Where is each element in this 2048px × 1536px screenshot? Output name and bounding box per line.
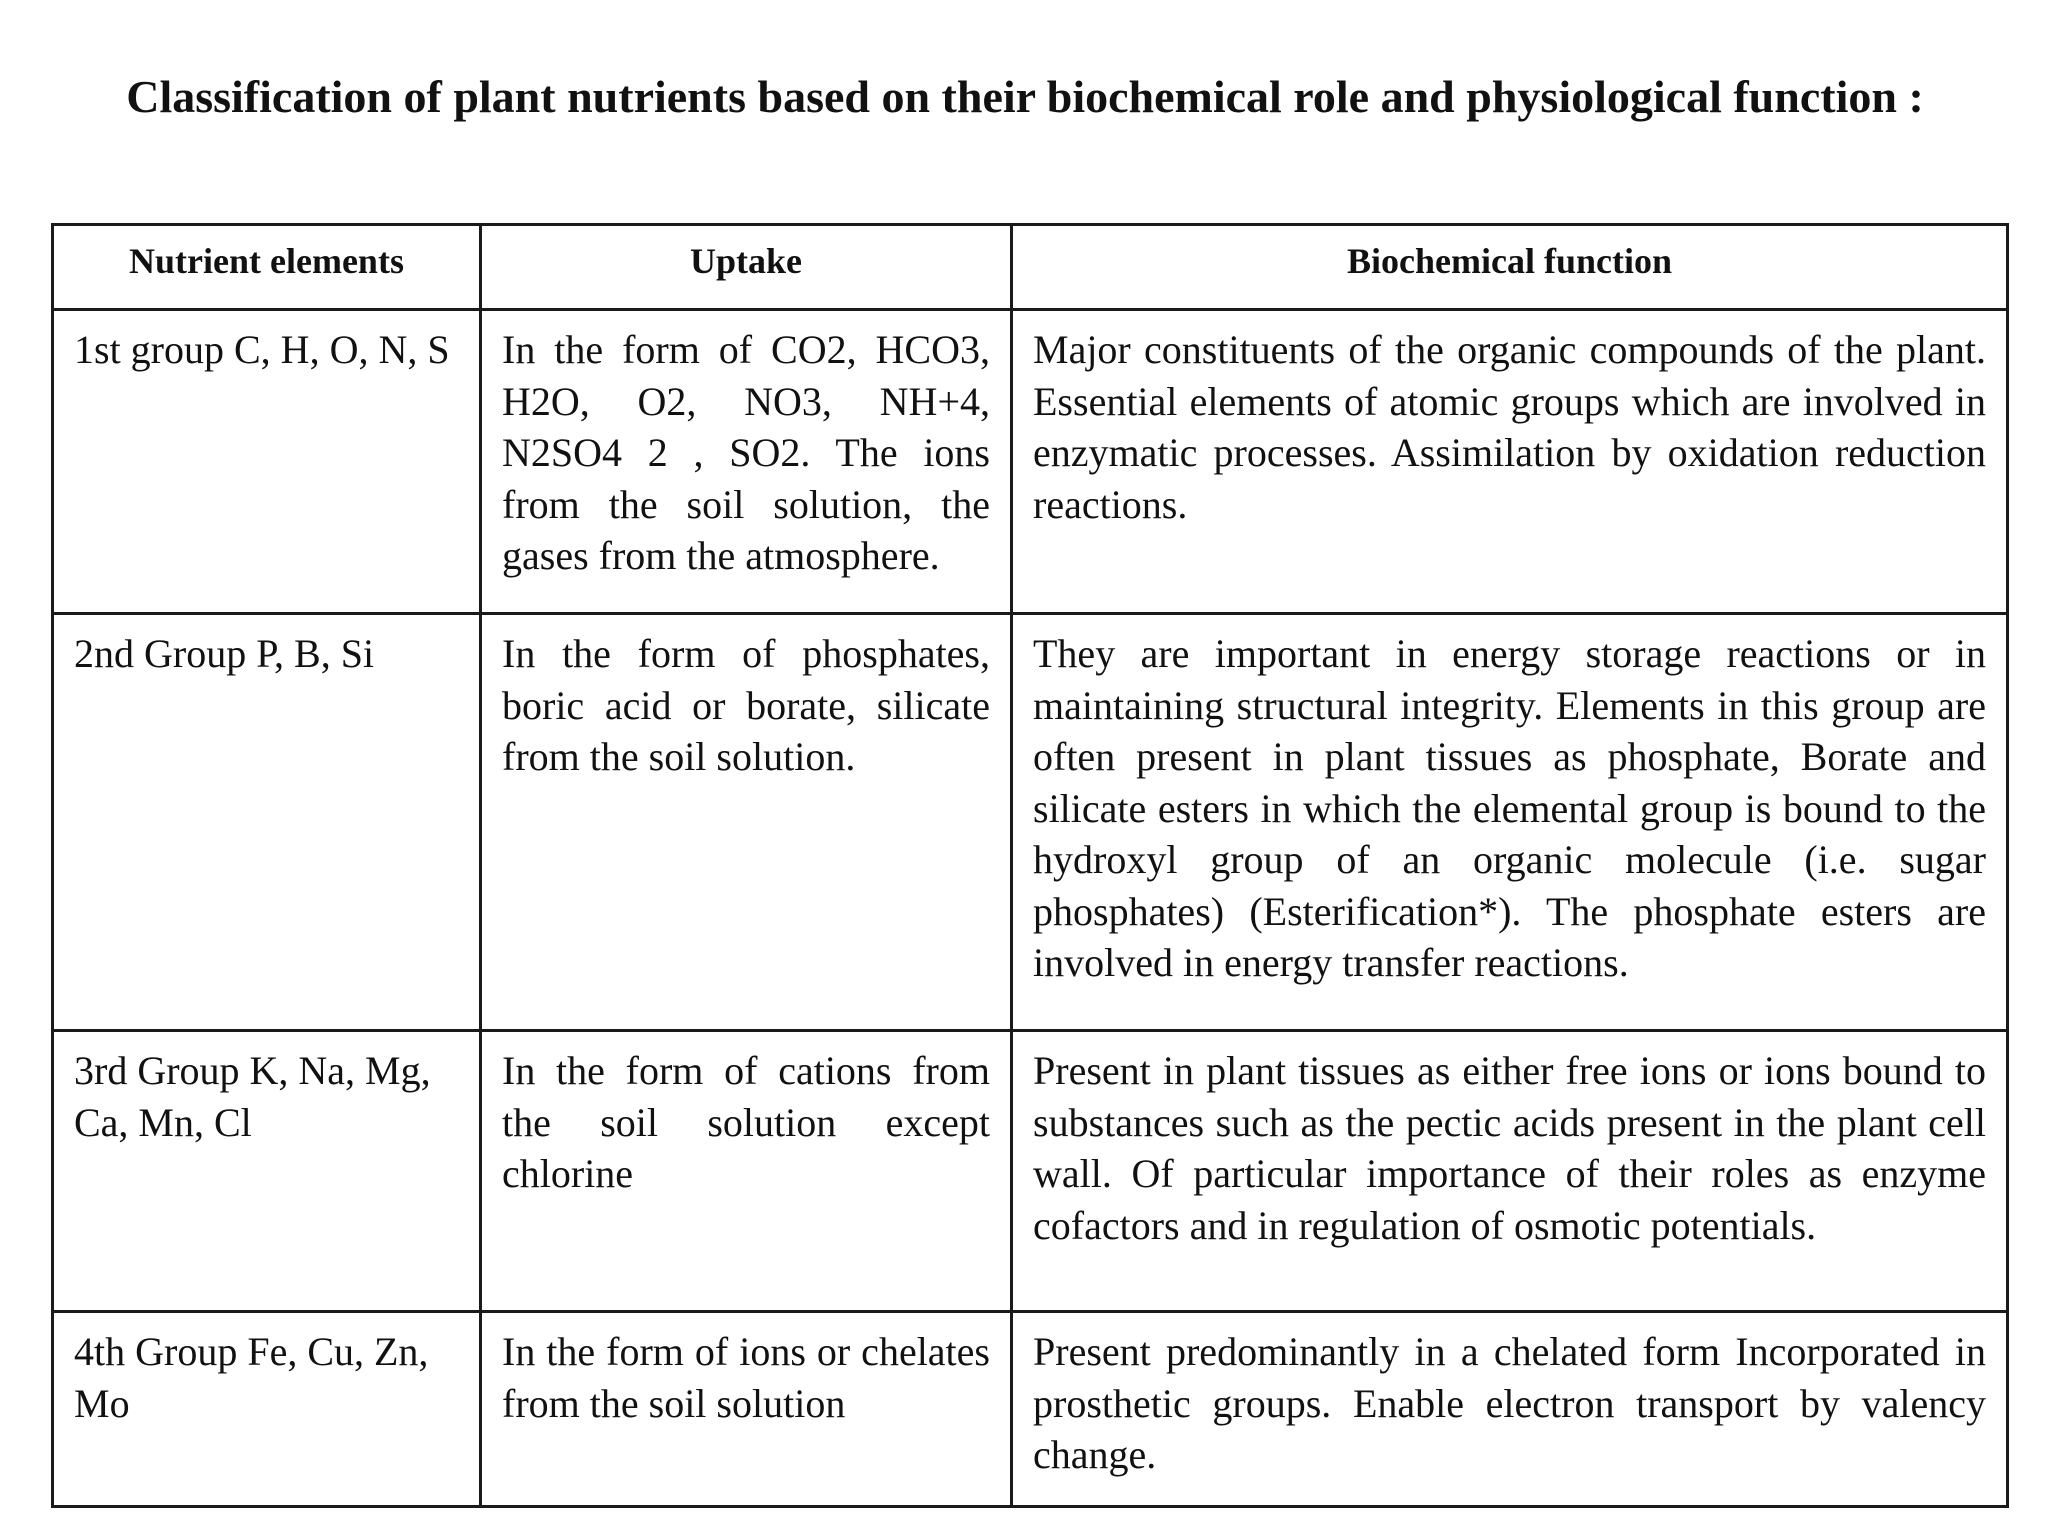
table-row [53, 1312, 2008, 1507]
table-header-row [53, 225, 2008, 310]
page-title: Classification of plant nutrients based on their biochemical role and physiological function : [126, 71, 1924, 122]
cell-nutrient-elements: 3rd Group K, Na, Mg, Ca, Mn, Cl [53, 1031, 481, 1312]
cell-nutrient-elements: 1st group C, H, O, N, S [53, 310, 481, 614]
header-uptake: Uptake [481, 225, 1012, 310]
table-row [53, 1031, 2008, 1312]
cell-biochemical-function: Major constituents of the organic compounds of the plant. Essential elements of atomic groups which are involved in enzymatic processes. Assimilation by oxidation reduction reactions. [1012, 310, 2008, 614]
cell-biochemical-function: They are important in energy storage reactions or in maintaining structural integrity. Elements in this group are often present in plant tissues as phosphate, Borate and silicate esters in which the elemental group is bound to the hydroxyl group of an organic molecule (i.e. sugar phosphates) (Esterification*). The phosphate esters are involved in energy transfer reactions. [1012, 614, 2008, 1031]
cell-biochemical-function: Present predominantly in a chelated form Incorporated in prosthetic groups. Enable electron transport by valency change. [1012, 1312, 2008, 1507]
cell-uptake: In the form of ions or chelates from the soil solution [481, 1312, 1012, 1507]
cell-uptake: In the form of phosphates, boric acid or borate, silicate from the soil solution. [481, 614, 1012, 1031]
header-nutrient-elements: Nutrient elements [53, 225, 481, 310]
header-biochemical-function: Biochemical function [1012, 225, 2008, 310]
cell-biochemical-function: Present in plant tissues as either free ions or ions bound to substances such as the pectic acids present in the plant cell wall. Of particular importance of their roles as enzyme cofactors and in regulation of osmotic potentials. [1012, 1031, 2008, 1312]
cell-nutrient-elements: 4th Group Fe, Cu, Zn, Mo [53, 1312, 481, 1507]
table-row [53, 310, 2008, 614]
table-row [53, 614, 2008, 1031]
cell-uptake: In the form of CO2, HCO3, H2O, O2, NO3, NH+4, N2SO4 2 , SO2. The ions from the soil solution, the gases from the atmosphere. [481, 310, 1012, 614]
cell-uptake: In the form of cations from the soil solution except chlorine [481, 1031, 1012, 1312]
cell-nutrient-elements: 2nd Group P, B, Si [53, 614, 481, 1031]
nutrient-classification-table [51, 223, 2009, 1508]
